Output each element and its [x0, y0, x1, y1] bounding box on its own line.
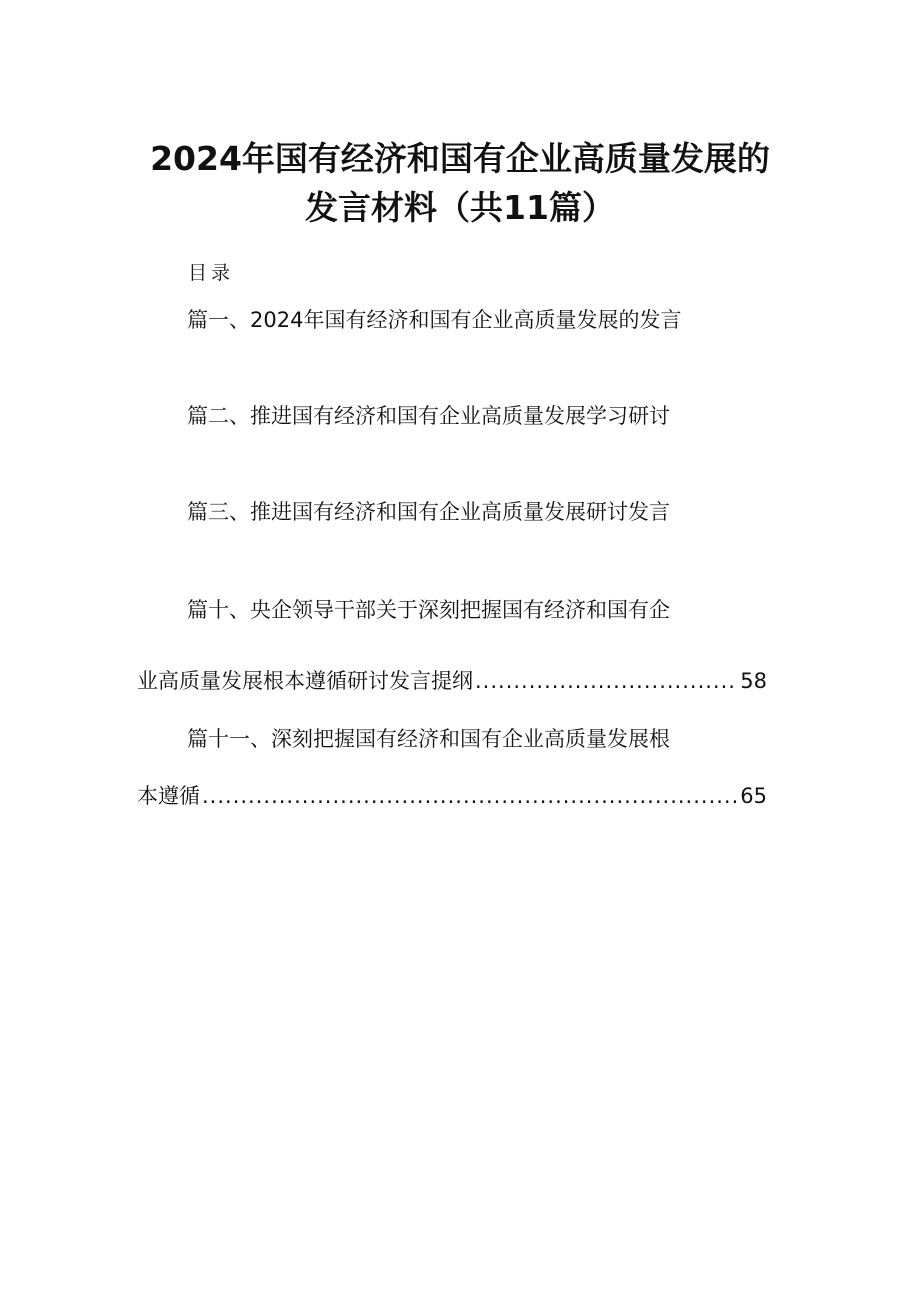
- toc-entry-10-page: 58: [740, 669, 767, 693]
- toc-dot-leader: [202, 782, 738, 810]
- toc-entry-11-page: 65: [740, 784, 767, 808]
- toc-entry-3[interactable]: 篇三、推进国有经济和国有企业高质量发展研讨发言: [187, 500, 670, 524]
- toc-entry-11-line-2[interactable]: [137, 782, 767, 810]
- toc-entry-10-line-2[interactable]: [137, 667, 767, 695]
- toc-entry-11-line-1[interactable]: 篇十一、深刻把握国有经济和国有企业高质量发展根: [187, 727, 670, 751]
- toc-entry-11-text: 本遵循: [137, 784, 200, 808]
- toc-entry-10-text: 业高质量发展根本遵循研讨发言提纲: [137, 669, 473, 693]
- toc-dot-leader: [475, 667, 738, 695]
- document-title-line-2: 发言材料（共11篇）: [305, 188, 615, 227]
- toc-entry-1[interactable]: 篇一、2024年国有经济和国有企业高质量发展的发言: [187, 308, 682, 332]
- toc-entry-10-line-1[interactable]: 篇十、央企领导干部关于深刻把握国有经济和国有企: [187, 598, 670, 622]
- toc-entry-2[interactable]: 篇二、推进国有经济和国有企业高质量发展学习研讨: [187, 404, 670, 428]
- toc-label: 目录: [188, 262, 235, 284]
- document-title-line-1: 2024年国有经济和国有企业高质量发展的: [150, 139, 770, 178]
